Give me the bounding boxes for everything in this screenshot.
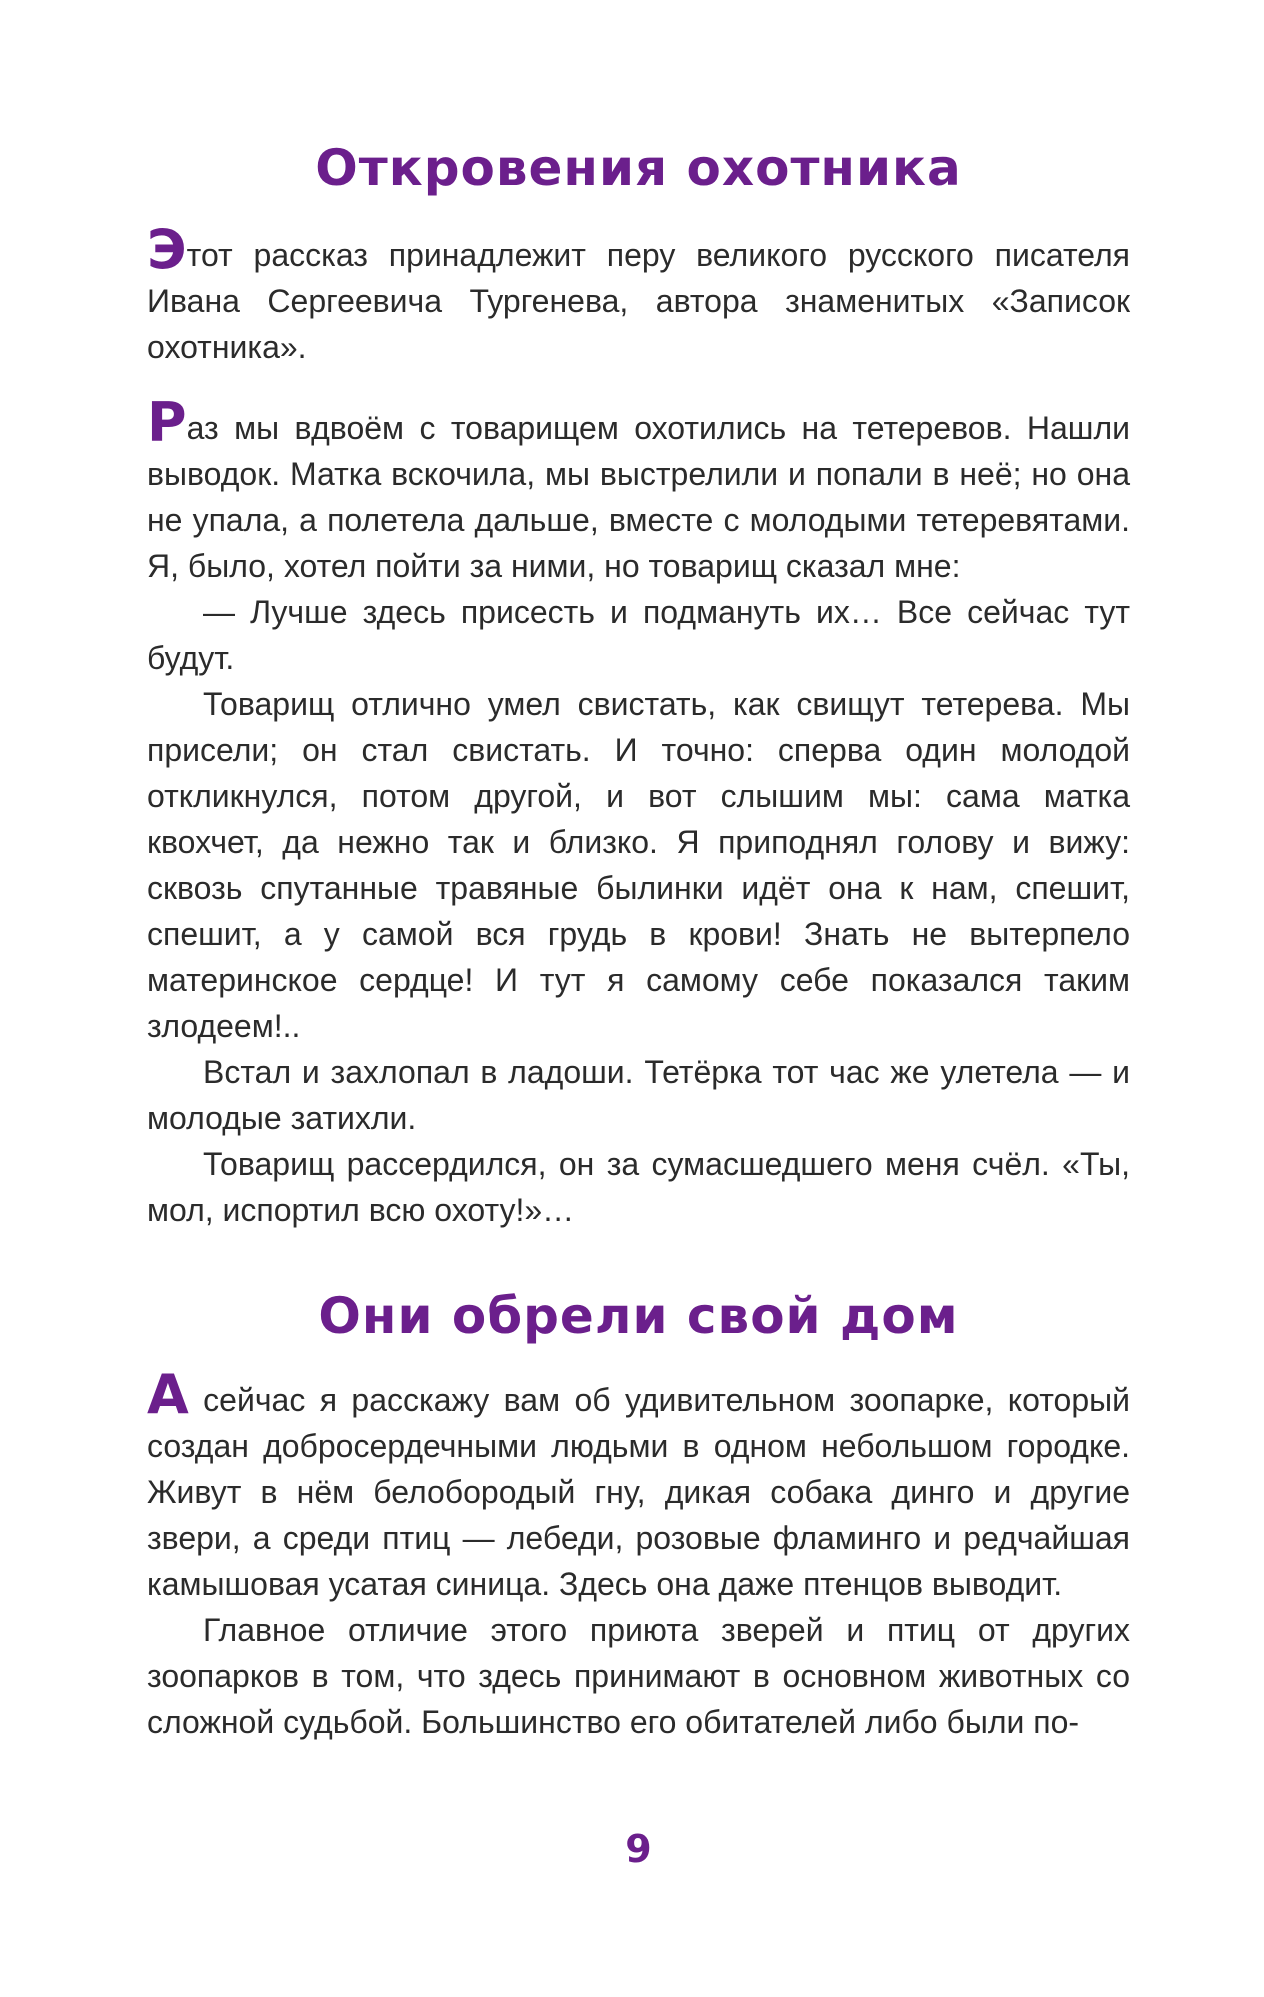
zoo-paragraph-1: сейчас я расскажу вам об удивительном зоопарке, который создан добросердечными людьми в одном небольшом городке. Живут в нём белобородый гну, дикая собака динго и другие звери, а среди птиц — лебеди, розовые фламинго и редчайшая камышовая усатая синица. Здесь она даже птенцов выводит. bbox=[147, 1382, 1130, 1602]
story-paragraph-3: Товарищ отлично умел свистать, как свищут тетерева. Мы присели; он стал свистать. И точно: сперва один молодой откликнулся, потом другой, и вот слышим мы: сама матка квохчет, да нежно так и близко. Я приподнял голову и вижу: сквозь спутанные травяные былинки идёт она к нам, спешит, спешит, а у самой вся грудь в крови! Знать не вытерпело материнское сердце! И тут я самому себе показался таким злодеем!.. bbox=[147, 686, 1130, 1044]
dropcap-story: Р bbox=[147, 391, 187, 454]
story-paragraph-4: Встал и захлопал в ладоши. Тетёрка тот час же улетела — и молодые затихли. bbox=[147, 1054, 1130, 1136]
intro-paragraph bbox=[147, 218, 1130, 370]
dropcap-intro: Э bbox=[147, 218, 187, 281]
section-title-hunter: Откровения охотника bbox=[315, 139, 962, 197]
intro-text: тот рассказ принадлежит перу великого русского писателя Ивана Сергеевича Тургенева, автора знаменитых «Записок охотника». bbox=[147, 237, 1130, 365]
dropcap-zoo: А bbox=[147, 1363, 189, 1426]
section-title-home: Они обрели свой дом bbox=[318, 1287, 959, 1345]
zoo-block bbox=[147, 1363, 1130, 1745]
page-number: 9 bbox=[625, 1827, 652, 1871]
zoo-paragraph-2: Главное отличие этого приюта зверей и птиц от других зоопарков в том, что здесь принимают в основном животных со сложной судьбой. Большинство его обитателей либо были по- bbox=[147, 1612, 1130, 1740]
story-block bbox=[147, 391, 1130, 1233]
story-paragraph-2: — Лучше здесь присесть и подмануть их… Все сейчас тут будут. bbox=[147, 594, 1130, 676]
story-paragraph-1: аз мы вдвоём с товарищем охотились на тетеревов. Нашли выводок. Матка вскочила, мы выстрелили и попали в неё; но она не упала, а полетела дальше, вместе с молодыми тетеревятами. Я, было, хотел пойти за ними, но товарищ сказал мне: bbox=[147, 410, 1130, 584]
story-paragraph-5: Товарищ рассердился, он за сумасшедшего меня счёл. «Ты, мол, испортил всю охоту!»… bbox=[147, 1146, 1130, 1228]
